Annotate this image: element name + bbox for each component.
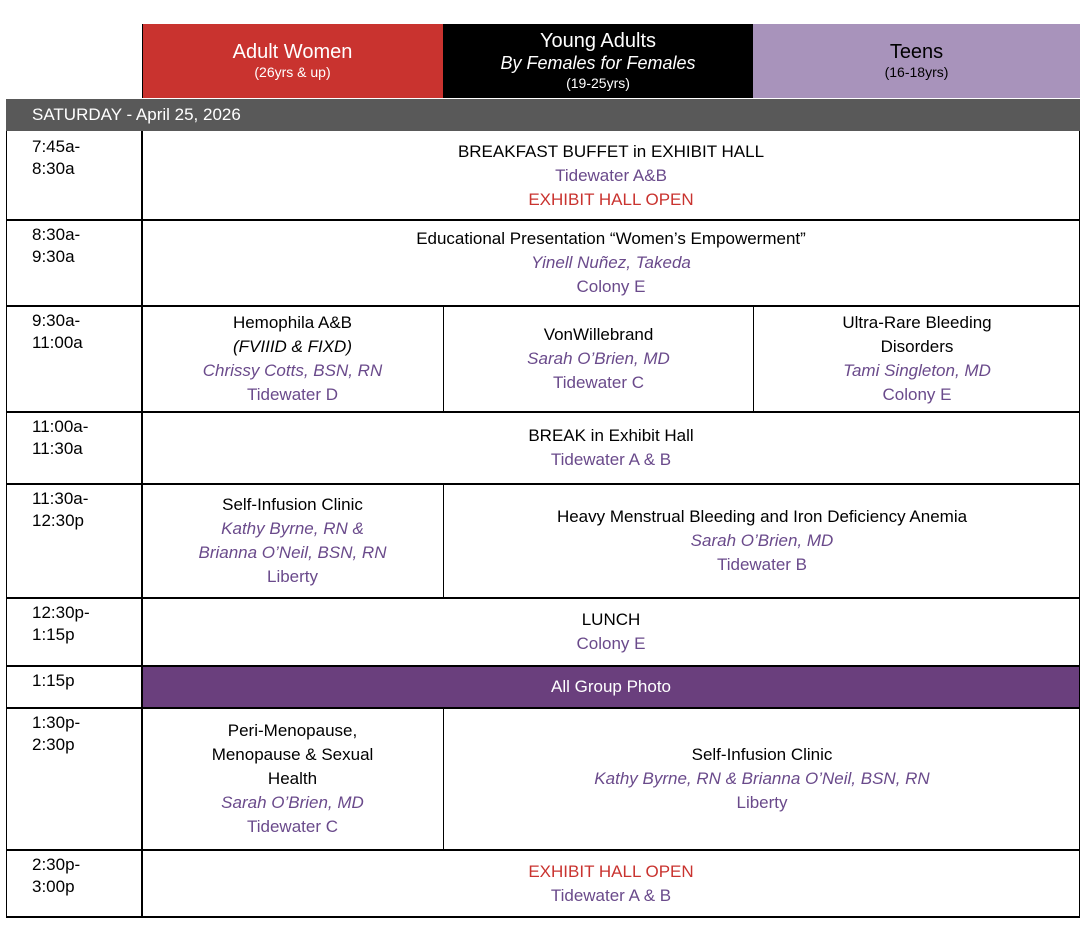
session-title: Self-Infusion Clinic — [222, 495, 363, 514]
header-teens — [753, 24, 1080, 98]
header-border-left — [142, 24, 143, 98]
day-label: SATURDAY - April 25, 2026 — [32, 105, 241, 124]
session-title: VonWillebrand — [543, 325, 654, 344]
session-speaker: Brianna O’Neil, BSN, RN — [198, 543, 387, 562]
session-title: Disorders — [880, 337, 954, 356]
session-breakfast — [142, 133, 1080, 219]
session-title: Self-Infusion Clinic — [691, 745, 833, 764]
session-subtitle: (FVIIID & FIXD) — [233, 337, 352, 356]
day-bar — [6, 99, 1080, 131]
header-young-sub: (19-25yrs) — [566, 75, 630, 91]
time-cell: 7:45a- 8:30a — [32, 137, 81, 178]
header-adult-women — [142, 24, 443, 98]
col-divider — [753, 307, 754, 411]
session-room: Tidewater C — [246, 817, 338, 836]
session-title: BREAK in Exhibit Hall — [528, 426, 694, 445]
header-adult-title: Adult Women — [232, 41, 353, 63]
col-divider — [443, 307, 444, 411]
session-speaker: Sarah O’Brien, MD — [690, 531, 834, 550]
session-room: Colony E — [882, 385, 952, 404]
session-menopause — [142, 709, 443, 849]
time-cell: 1:15p — [32, 671, 75, 690]
col-divider — [443, 485, 444, 597]
time-cell: 8:30a- 9:30a — [32, 225, 81, 266]
session-room: Tidewater D — [246, 385, 338, 404]
session-title: Menopause & Sexual — [211, 745, 374, 764]
time-cell: 2:30p- 3:00p — [32, 855, 81, 896]
session-title: Peri-Menopause, — [227, 721, 358, 740]
session-room: Tidewater A&B — [555, 166, 667, 185]
col-divider — [443, 709, 444, 849]
time-cell: 12:30p- 1:15p — [32, 603, 90, 644]
session-title: Health — [267, 769, 318, 788]
session-title: All Group Photo — [550, 677, 671, 696]
session-speaker: Kathy Byrne, RN & — [221, 519, 364, 538]
session-break — [142, 413, 1080, 483]
time-cell: 11:00a- 11:30a — [32, 417, 89, 458]
header-young-title: Young Adults — [539, 30, 657, 52]
time-cell: 11:30a- 12:30p — [32, 489, 89, 530]
header-adult-sub: (26yrs & up) — [254, 64, 331, 80]
session-speaker: Sarah O’Brien, MD — [527, 349, 670, 368]
session-room: Colony E — [576, 277, 646, 296]
session-hemophilia — [142, 307, 443, 411]
session-room: Liberty — [736, 793, 788, 812]
time-cell: 1:30p- 2:30p — [32, 713, 81, 754]
table-right-border — [1079, 131, 1080, 918]
session-heavy-menstrual — [444, 485, 1080, 597]
session-self-infusion — [142, 485, 443, 597]
header-young-adults — [443, 24, 753, 98]
session-title: Hemophila A&B — [232, 313, 353, 332]
time-column-divider — [141, 131, 143, 918]
session-empowerment — [142, 221, 1080, 305]
session-vonwillebrand — [444, 307, 753, 411]
header-young-tagline: By Females for Females — [500, 53, 696, 73]
session-room: Tidewater C — [552, 373, 644, 392]
header-teens-sub: (16-18yrs) — [884, 64, 949, 80]
session-note: EXHIBIT HALL OPEN — [528, 190, 694, 209]
session-self-infusion-2 — [444, 709, 1080, 849]
session-exhibit-hall — [142, 851, 1080, 917]
session-lunch — [142, 599, 1080, 665]
session-title: Heavy Menstrual Bleeding and Iron Deficiency Anemia — [556, 507, 968, 526]
session-note: EXHIBIT HALL OPEN — [528, 862, 694, 881]
table-bottom-border — [6, 916, 1080, 918]
session-room: Colony E — [576, 634, 646, 653]
session-speaker: Yinell Nuñez, Takeda — [531, 253, 691, 272]
session-speaker: Tami Singleton, MD — [843, 361, 991, 380]
session-title: Educational Presentation “Women’s Empowerment” — [416, 229, 806, 248]
session-room: Tidewater A & B — [550, 450, 672, 469]
session-ultra-rare — [754, 307, 1080, 411]
table-left-border — [6, 131, 7, 918]
session-room: Liberty — [266, 567, 319, 586]
session-speaker: Kathy Byrne, RN & Brianna O’Neil, BSN, RN — [594, 769, 930, 788]
session-speaker: Chrissy Cotts, BSN, RN — [202, 361, 383, 380]
header-teens-title: Teens — [889, 41, 944, 63]
session-room: Tidewater A & B — [550, 886, 672, 905]
session-title: Ultra-Rare Bleeding — [842, 313, 992, 332]
session-room: Tidewater B — [716, 555, 808, 574]
session-group-photo — [142, 667, 1080, 707]
session-speaker: Sarah O’Brien, MD — [221, 793, 364, 812]
time-cell: 9:30a- 11:00a — [32, 311, 83, 352]
session-title: LUNCH — [581, 610, 641, 629]
session-title: BREAKFAST BUFFET in EXHIBIT HALL — [457, 142, 765, 161]
